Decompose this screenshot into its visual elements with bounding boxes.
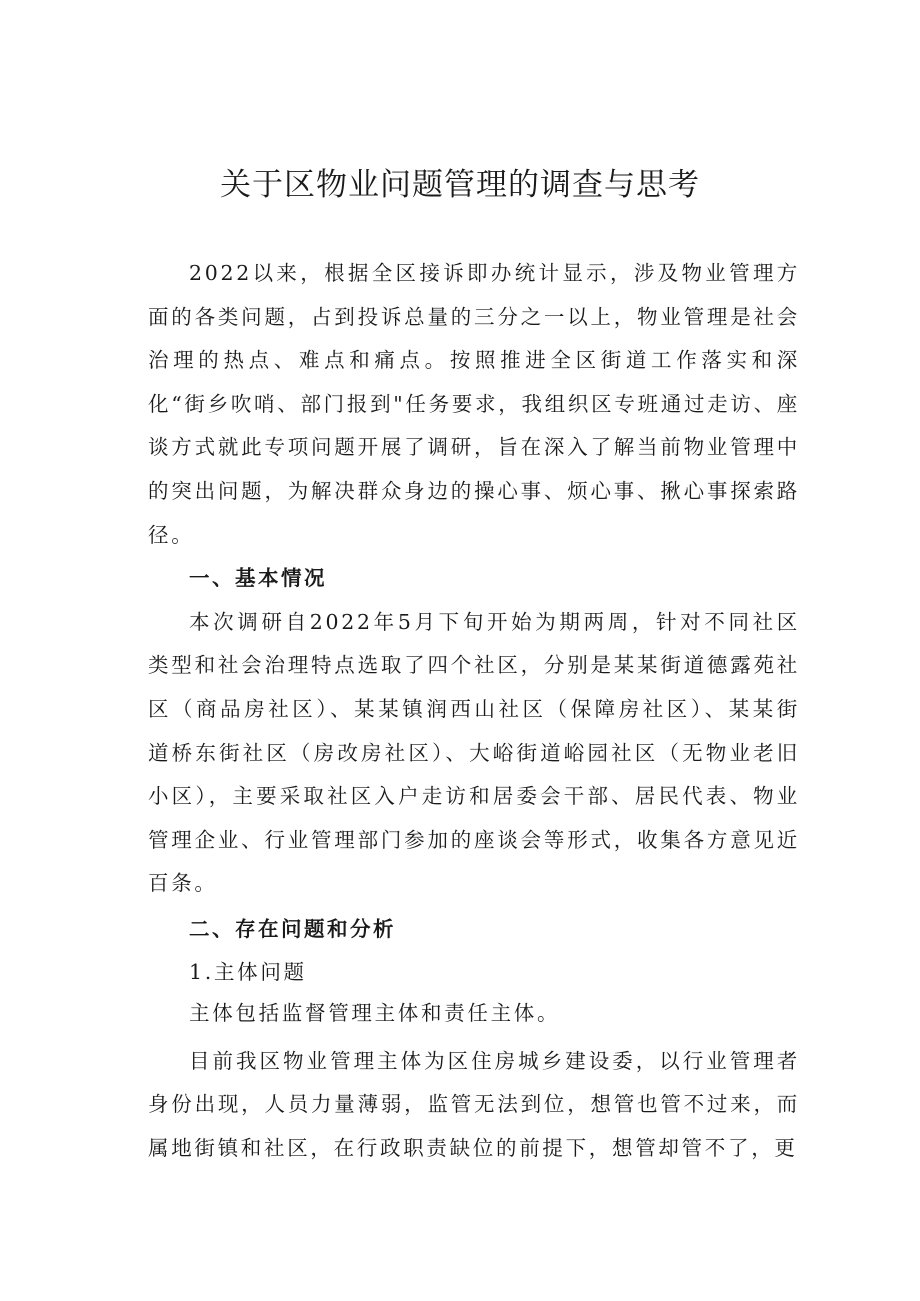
document-body xyxy=(148,252,800,1170)
section-basic-paragraph: 本次调研自2022年5月下旬开始为期两周，针对不同社区类型和社会治理特点选取了四个社区，分别是某某街道德露苑社区（商品房社区）、某某镇润西山社区（保障房社区）、某某街道桥东街社区（房改房社区）、大峪街道峪园社区（无物业老旧小区），主要采取社区入户走访和居委会干部、居民代表、物业管理企业、行业管理部门参加的座谈会等形式，收集各方意见近百条。 xyxy=(148,609,800,896)
subject-definition-paragraph: 主体包括监督管理主体和责任主体。 xyxy=(189,1000,561,1025)
subsection-heading-subject: 1.主体问题 xyxy=(189,959,307,984)
section-heading-basic: 一、基本情况 xyxy=(189,566,327,591)
intro-paragraph: 2022以来，根据全区接诉即办统计显示，涉及物业管理方面的各类问题，占到投诉总量的三分之一以上，物业管理是社会治理的热点、难点和痛点。按照推进全区街道工作落实和深化“街乡吹哨、部门报到"任务要求，我组织区专班通过走访、座谈方式就此专项问题开展了调研，旨在深入了解当前物业管理中的突出问题，为解决群众身边的操心事、烦心事、揪心事探索路径。 xyxy=(148,261,800,547)
section-heading-problems: 二、存在问题和分析 xyxy=(189,916,396,941)
document-title: 关于区物业问题管理的调查与思考 xyxy=(220,167,700,203)
subject-analysis-paragraph: 目前我区物业管理主体为区住房城乡建设委，以行业管理者身份出现，人员力量薄弱，监管无法到位，想管也管不过来，而属地街镇和社区，在行政职责缺位的前提下，想管却管不了，更 xyxy=(148,1048,800,1160)
